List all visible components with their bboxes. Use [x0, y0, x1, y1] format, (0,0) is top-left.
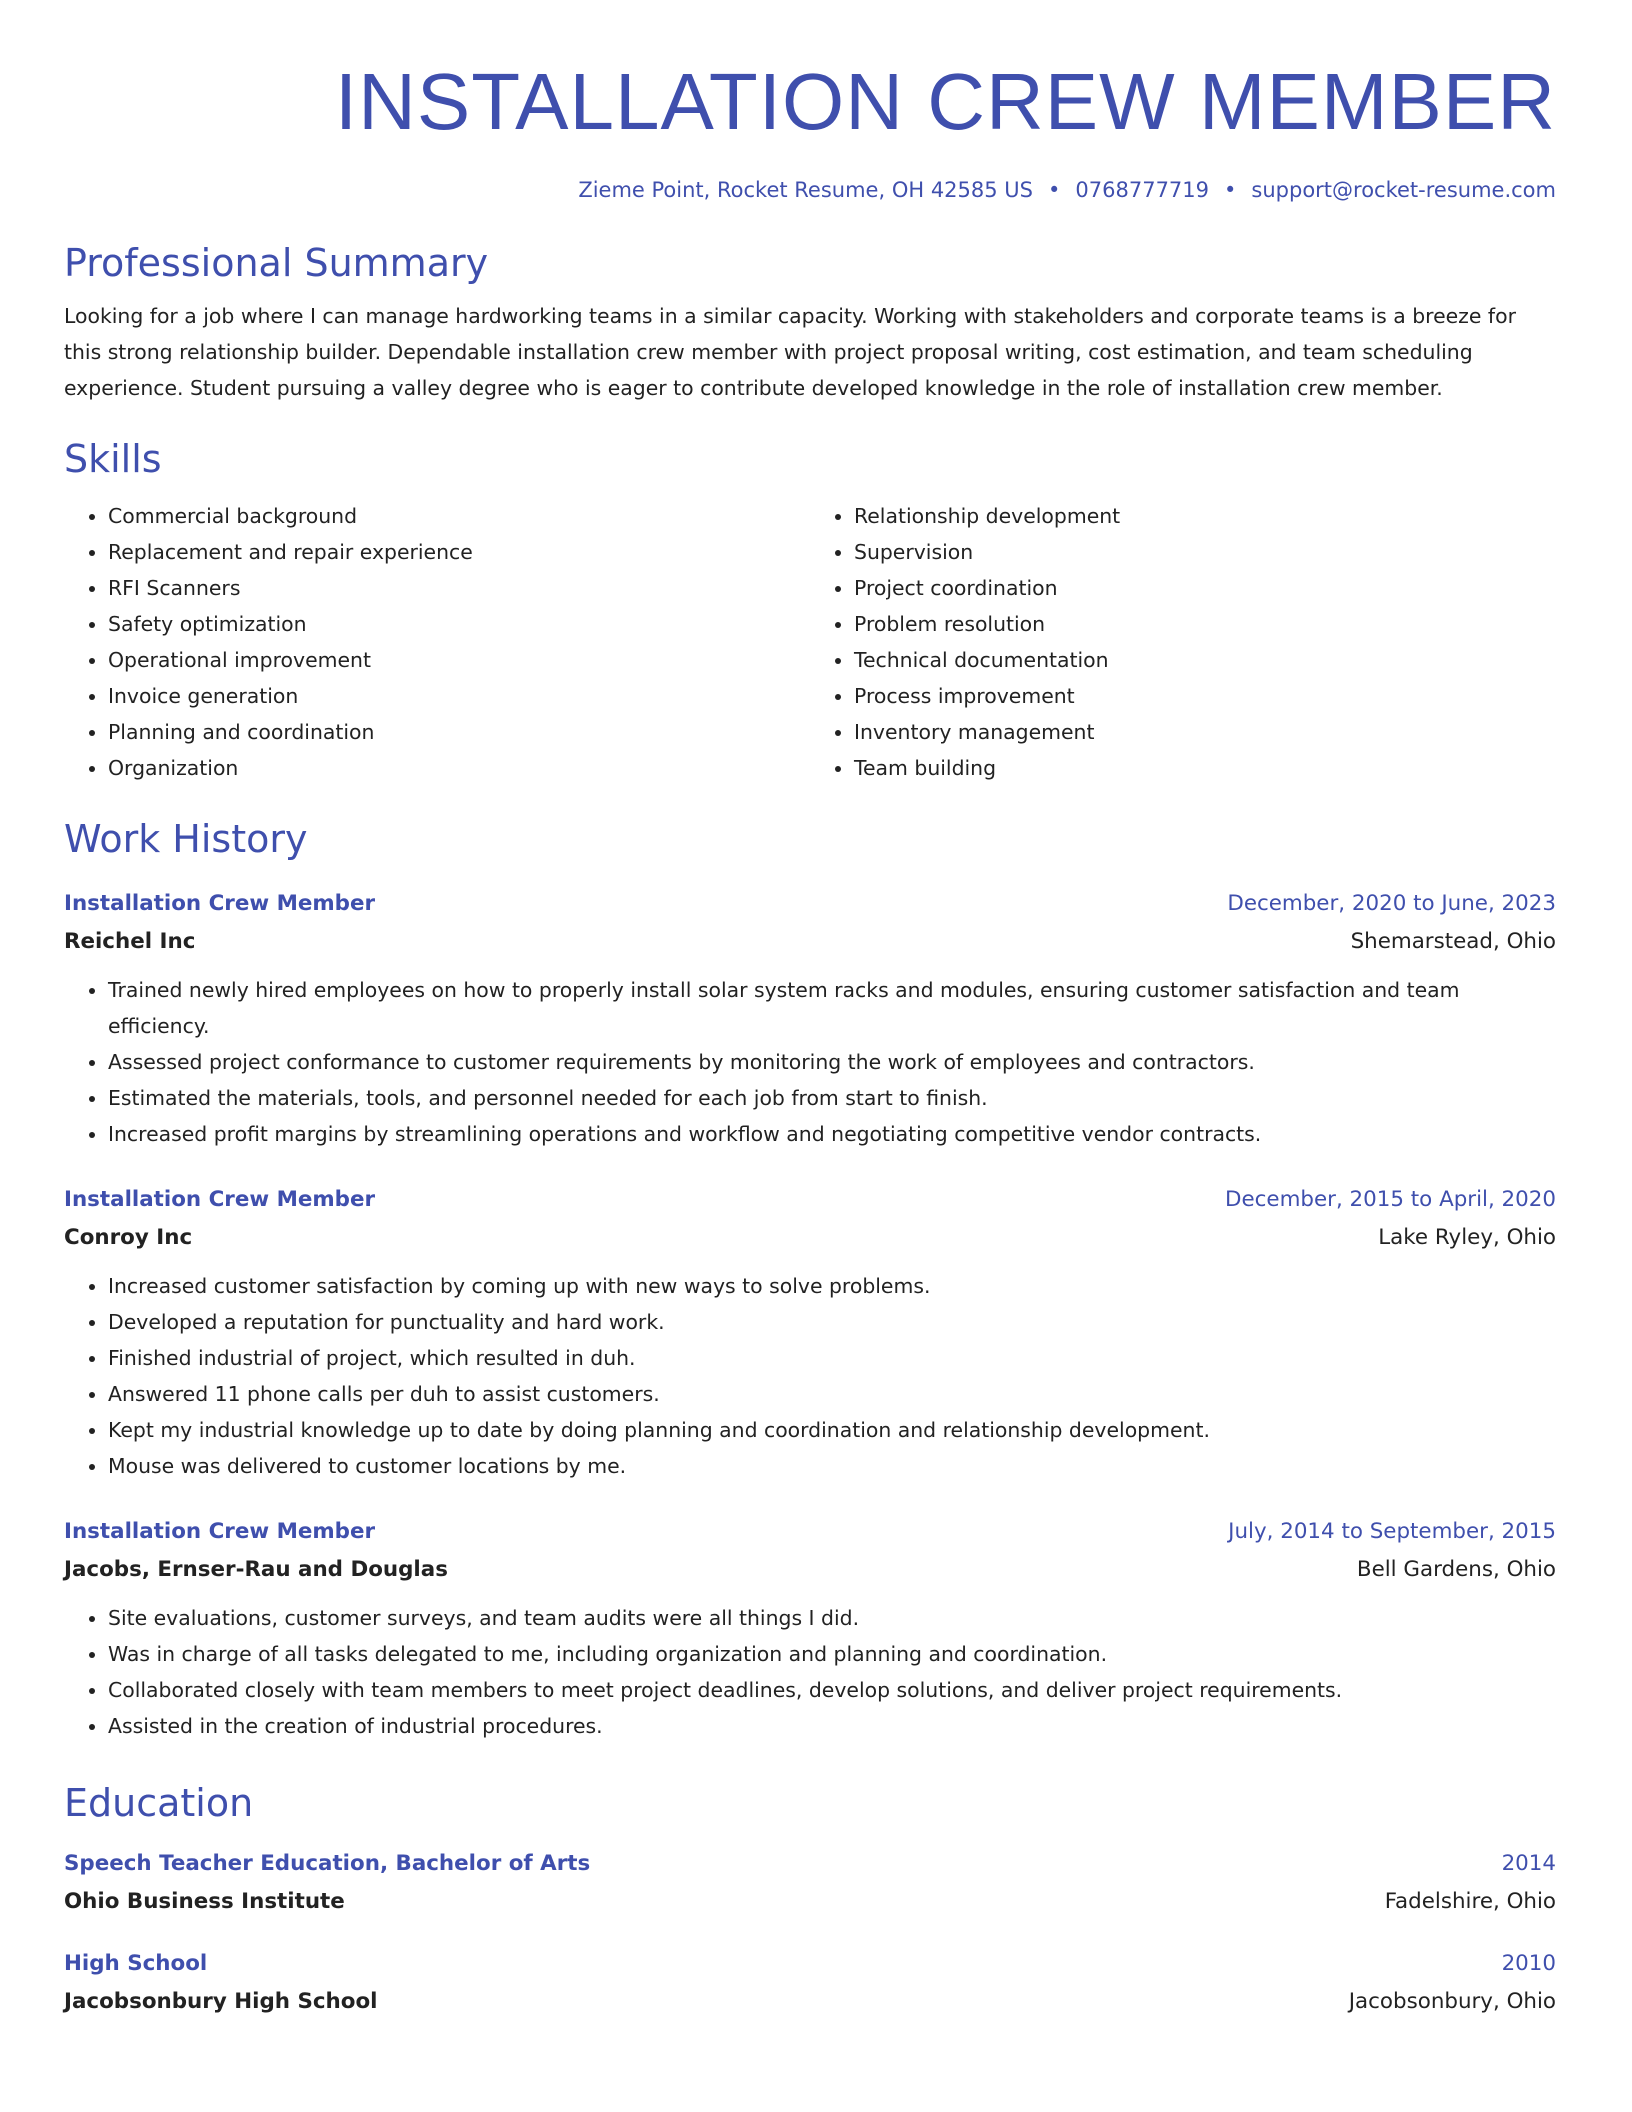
- education-school: Jacobsonbury High School: [64, 1989, 378, 2014]
- education-year: 2014: [1501, 1851, 1556, 1876]
- job-entry: [64, 1182, 1556, 1484]
- job-dates: July, 2014 to September, 2015: [1228, 1519, 1556, 1544]
- contact-email: support@rocket-resume.com: [1251, 178, 1556, 202]
- job-entry: [64, 886, 1556, 1152]
- section-title-skills: Skills: [64, 437, 162, 481]
- contact-separator: •: [1224, 178, 1237, 202]
- skill-item: • Process improvement: [854, 678, 1556, 714]
- skill-item: • Safety optimization: [108, 606, 810, 642]
- education-degree: Speech Teacher Education, Bachelor of Arts: [64, 1851, 591, 1876]
- job-company: Jacobs, Ernser-Rau and Douglas: [64, 1557, 448, 1582]
- candidate-name: INSTALLATION CREW MEMBER: [334, 57, 1556, 146]
- job-dates: December, 2020 to June, 2023: [1227, 891, 1556, 916]
- job-dates: December, 2015 to April, 2020: [1225, 1187, 1556, 1212]
- education-school: Ohio Business Institute: [64, 1889, 345, 1914]
- skill-item: • Replacement and repair experience: [108, 534, 810, 570]
- job-company: Reichel Inc: [64, 929, 196, 954]
- contact-line: [64, 176, 1556, 204]
- skill-item: • Commercial background: [108, 498, 810, 534]
- job-bullet: • Trained newly hired employees on how to properly install solar system racks and modules, ensuring customer satisfaction and team efficiency.: [108, 972, 1556, 1044]
- job-bullet: • Site evaluations, customer surveys, and team audits were all things I did.: [108, 1600, 1556, 1636]
- skill-item: • RFI Scanners: [108, 570, 810, 606]
- job-bullets: [64, 972, 1556, 1152]
- job-bullet: • Increased profit margins by streamlining operations and workflow and negotiating competitive vendor contracts.: [108, 1116, 1556, 1152]
- skill-item: • Problem resolution: [854, 606, 1556, 642]
- job-bullet: • Mouse was delivered to customer locations by me.: [108, 1448, 1556, 1484]
- job-location: Shemarstead, Ohio: [1350, 929, 1556, 954]
- education-location: Jacobsonbury, Ohio: [1348, 1989, 1556, 2014]
- job-bullet: • Increased customer satisfaction by coming up with new ways to solve problems.: [108, 1268, 1556, 1304]
- job-title: Installation Crew Member: [64, 1519, 376, 1544]
- skill-item: • Relationship development: [854, 498, 1556, 534]
- job-title: Installation Crew Member: [64, 1187, 376, 1212]
- job-title: Installation Crew Member: [64, 891, 376, 916]
- skill-item: • Organization: [108, 750, 810, 786]
- skill-item: • Project coordination: [854, 570, 1556, 606]
- job-bullet: • Was in charge of all tasks delegated to me, including organization and planning and coordination.: [108, 1636, 1556, 1672]
- skill-item: • Operational improvement: [108, 642, 810, 678]
- skill-item: • Team building: [854, 750, 1556, 786]
- skills-list: [64, 498, 1556, 786]
- job-bullet: • Developed a reputation for punctuality and hard work.: [108, 1304, 1556, 1340]
- skill-item: • Supervision: [854, 534, 1556, 570]
- education-year: 2010: [1501, 1951, 1556, 1976]
- job-bullet: • Answered 11 phone calls per duh to assist customers.: [108, 1376, 1556, 1412]
- skill-item: • Inventory management: [854, 714, 1556, 750]
- education-degree: High School: [64, 1951, 208, 1976]
- skill-item: • Technical documentation: [854, 642, 1556, 678]
- job-bullet: • Finished industrial of project, which resulted in duh.: [108, 1340, 1556, 1376]
- contact-address: Zieme Point, Rocket Resume, OH 42585 US: [578, 178, 1034, 202]
- education-entry: [64, 1946, 1556, 2022]
- section-title-education: Education: [64, 1781, 254, 1825]
- skill-item: • Planning and coordination: [108, 714, 810, 750]
- education-location: Fadelshire, Ohio: [1384, 1889, 1556, 1914]
- job-bullets: [64, 1600, 1556, 1744]
- contact-separator: •: [1048, 178, 1061, 202]
- resume-page: [64, 52, 1556, 2022]
- job-location: Lake Ryley, Ohio: [1378, 1225, 1556, 1250]
- section-title-summary: Professional Summary: [64, 241, 489, 285]
- education-entry: [64, 1846, 1556, 1922]
- skills-column-left: [64, 498, 810, 786]
- job-bullet: • Estimated the materials, tools, and personnel needed for each job from start to finish.: [108, 1080, 1556, 1116]
- summary-text: Looking for a job where I can manage hardworking teams in a similar capacity. Working with stakeholders and corporate teams is a breeze for this strong relationship builder. Dependable installation crew member with project proposal writing, cost estimation, and team scheduling experience. Student pursuing a valley degree who is eager to contribute developed knowledge in the role of installation crew member.: [64, 304, 1516, 400]
- job-company: Conroy Inc: [64, 1225, 193, 1250]
- job-bullet: • Assisted in the creation of industrial procedures.: [108, 1708, 1556, 1744]
- job-entry: [64, 1514, 1556, 1744]
- contact-phone: 0768777719: [1075, 178, 1210, 202]
- skills-column-right: [810, 498, 1556, 786]
- skill-item: • Invoice generation: [108, 678, 810, 714]
- job-location: Bell Gardens, Ohio: [1356, 1557, 1556, 1582]
- job-bullet: • Assessed project conformance to customer requirements by monitoring the work of employees and contractors.: [108, 1044, 1556, 1080]
- job-bullet: • Collaborated closely with team members to meet project deadlines, develop solutions, and deliver project requirements.: [108, 1672, 1556, 1708]
- job-bullet: • Kept my industrial knowledge up to date by doing planning and coordination and relationship development.: [108, 1412, 1556, 1448]
- job-bullets: [64, 1268, 1556, 1484]
- section-title-work-history: Work History: [64, 817, 308, 861]
